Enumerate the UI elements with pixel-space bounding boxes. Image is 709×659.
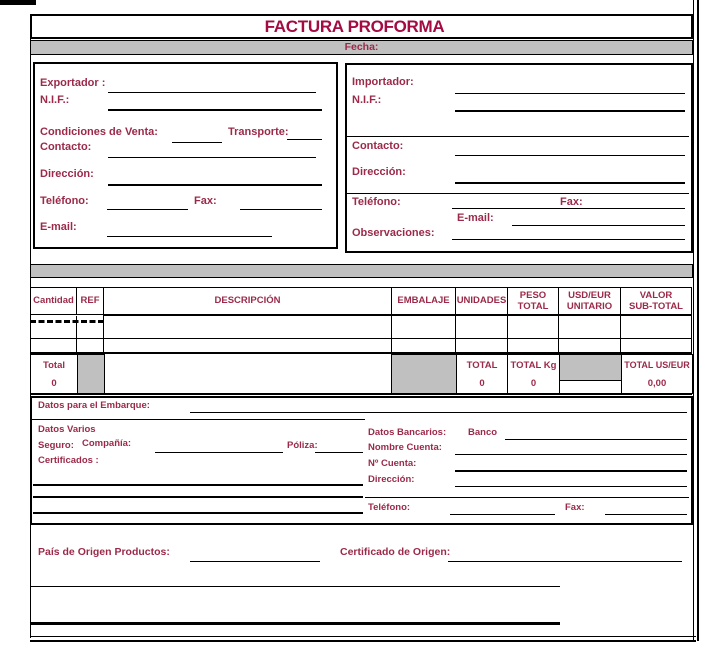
- col-header-peso-total: PESO TOTAL: [507, 287, 559, 316]
- banco-telefono-line[interactable]: [450, 514, 555, 515]
- banco-direccion-line[interactable]: [455, 486, 687, 487]
- grid-vline: [391, 316, 392, 352]
- outer-frame-right-double-border: [693, 0, 699, 641]
- grid-vline: [76, 316, 77, 352]
- total-units-label-cell: TOTAL: [456, 354, 508, 377]
- shipping-divider: [30, 419, 365, 420]
- grid-vline: [620, 316, 621, 352]
- bottom-blank-line-1[interactable]: [30, 586, 560, 587]
- importer-fax-label: Fax:: [560, 196, 583, 208]
- exporter-transport-label: Transporte:: [228, 126, 289, 138]
- total-amount-label-cell: TOTAL US/EUR: [621, 354, 693, 377]
- col-header-embalaje: EMBALAJE: [391, 287, 456, 316]
- nombre-cuenta-label: Nombre Cuenta:: [368, 442, 442, 453]
- exporter-address-label: Dirección:: [40, 168, 94, 180]
- exporter-phone-line[interactable]: [107, 209, 188, 210]
- importer-contact-line[interactable]: [455, 155, 685, 156]
- banco-fax-line[interactable]: [605, 514, 687, 515]
- certificado-origen-line[interactable]: [448, 561, 682, 562]
- col-header-descripcion: DESCRIPCIÓN: [103, 287, 392, 316]
- poliza-label: Póliza:: [287, 440, 318, 451]
- exporter-box: [33, 62, 338, 249]
- table-bottom-border: [30, 393, 692, 395]
- banco-telefono-label: Teléfono:: [368, 502, 411, 513]
- total-weight-label-cell: TOTAL Kg: [507, 354, 560, 377]
- col-header-unidades: UNIDADES: [455, 287, 508, 316]
- importer-nif-label: N.I.F.:: [352, 94, 382, 106]
- compania-label: Compañía:: [82, 438, 132, 449]
- col-header-ref: REF: [76, 287, 104, 315]
- datos-varios-label: Datos Varios: [38, 424, 96, 435]
- bottom-blank-line-2[interactable]: [30, 622, 560, 625]
- top-left-print-mark: [0, 0, 36, 5]
- importer-phone-fax-line[interactable]: [452, 208, 685, 209]
- seguro-label: Seguro:: [38, 440, 74, 451]
- exporter-email-label: E-mail:: [40, 221, 77, 233]
- importer-address-label: Dirección:: [352, 166, 406, 178]
- row-separator-1: [30, 338, 692, 339]
- total-embalaje-gray-cell: [391, 354, 457, 395]
- grid-vline: [691, 316, 692, 352]
- banco-direccion-label: Dirección:: [368, 474, 415, 485]
- exporter-nif-line[interactable]: [108, 109, 322, 111]
- datos-bancarios-label: Datos Bancarios:: [368, 427, 447, 438]
- item-row-2[interactable]: [30, 338, 692, 352]
- num-cuenta-line[interactable]: [455, 470, 687, 472]
- total-qty-value-cell: 0: [30, 375, 78, 394]
- exporter-contact-label: Contacto:: [40, 141, 92, 153]
- exporter-name-line[interactable]: [108, 92, 316, 93]
- date-label: Fecha:: [344, 41, 379, 54]
- importer-label: Importador:: [352, 76, 414, 88]
- total-ref-gray-cell: [77, 354, 105, 395]
- num-cuenta-label: Nº Cuenta:: [368, 458, 417, 469]
- pais-origen-label: País de Origen Productos:: [38, 546, 170, 558]
- page-title: FACTURA PROFORMA: [264, 17, 445, 36]
- grid-vline: [455, 316, 456, 352]
- banco-fax-label: Fax:: [565, 502, 585, 513]
- total-weight-value-cell: 0: [507, 375, 560, 394]
- certificados-line-3[interactable]: [33, 512, 363, 514]
- certificado-origen-label: Certificado de Origen:: [340, 546, 451, 558]
- col-header-valor-subtotal: VALOR SUB-TOTAL: [620, 287, 692, 316]
- pais-origen-line[interactable]: [190, 561, 320, 562]
- col-header-cantidad: Cantidad: [30, 287, 77, 315]
- importer-divider-1: [345, 136, 689, 137]
- importer-nif-line[interactable]: [455, 110, 685, 112]
- exporter-terms-label: Condiciones de Venta:: [40, 126, 158, 138]
- shipping-banking-box: [30, 396, 693, 525]
- total-desc-empty-cell: [104, 354, 393, 393]
- importer-observations-label: Observaciones:: [352, 227, 435, 239]
- exporter-phone-label: Teléfono:: [40, 195, 89, 207]
- exporter-fax-label: Fax:: [194, 195, 217, 207]
- certificados-label: Certificados :: [38, 455, 99, 466]
- outer-frame-bottom-double-border: [30, 636, 696, 642]
- total-usd-gray-cell: [559, 354, 622, 381]
- certificados-line-1[interactable]: [33, 484, 363, 486]
- total-qty-label-cell: Total: [30, 354, 78, 377]
- col-header-usd-eur-unitario: USD/EUR UNITARIO: [558, 287, 621, 316]
- certificados-line-2[interactable]: [33, 496, 363, 498]
- importer-contact-label: Contacto:: [352, 140, 404, 152]
- poliza-line[interactable]: [315, 452, 363, 453]
- exporter-nif-label: N.I.F.:: [40, 94, 70, 106]
- importer-observations-line[interactable]: [452, 239, 685, 240]
- total-units-value-cell: 0: [456, 375, 508, 394]
- importer-name-line[interactable]: [455, 93, 685, 94]
- total-amount-value-cell: 0,00: [621, 375, 693, 394]
- exporter-email-line[interactable]: [107, 236, 272, 237]
- exporter-address-line[interactable]: [108, 184, 322, 186]
- table-top-gray-bar: [30, 264, 693, 278]
- compania-line[interactable]: [155, 452, 283, 453]
- grid-vline: [507, 316, 508, 352]
- embarque-line[interactable]: [190, 412, 687, 413]
- nombre-cuenta-line[interactable]: [455, 454, 687, 455]
- date-cell[interactable]: [30, 40, 693, 55]
- item-row-1[interactable]: [30, 316, 692, 338]
- banco-label: Banco: [468, 427, 498, 438]
- importer-address-line[interactable]: [455, 182, 685, 184]
- importer-phone-label: Teléfono:: [352, 196, 401, 208]
- exporter-label: Exportador :: [40, 77, 106, 89]
- exporter-contact-line[interactable]: [108, 157, 316, 158]
- grid-vline: [30, 316, 31, 352]
- importer-divider-2: [345, 193, 689, 194]
- exporter-terms-line[interactable]: [172, 142, 222, 143]
- grid-vline: [558, 316, 559, 352]
- importer-email-line[interactable]: [512, 225, 685, 226]
- exporter-fax-line[interactable]: [240, 209, 322, 210]
- banking-divider: [365, 497, 689, 498]
- exporter-transport-line[interactable]: [287, 139, 322, 140]
- banco-line[interactable]: [505, 439, 687, 440]
- importer-email-label: E-mail:: [457, 212, 494, 224]
- embarque-label: Datos para el Embarque:: [38, 400, 150, 411]
- grid-vline: [103, 316, 104, 352]
